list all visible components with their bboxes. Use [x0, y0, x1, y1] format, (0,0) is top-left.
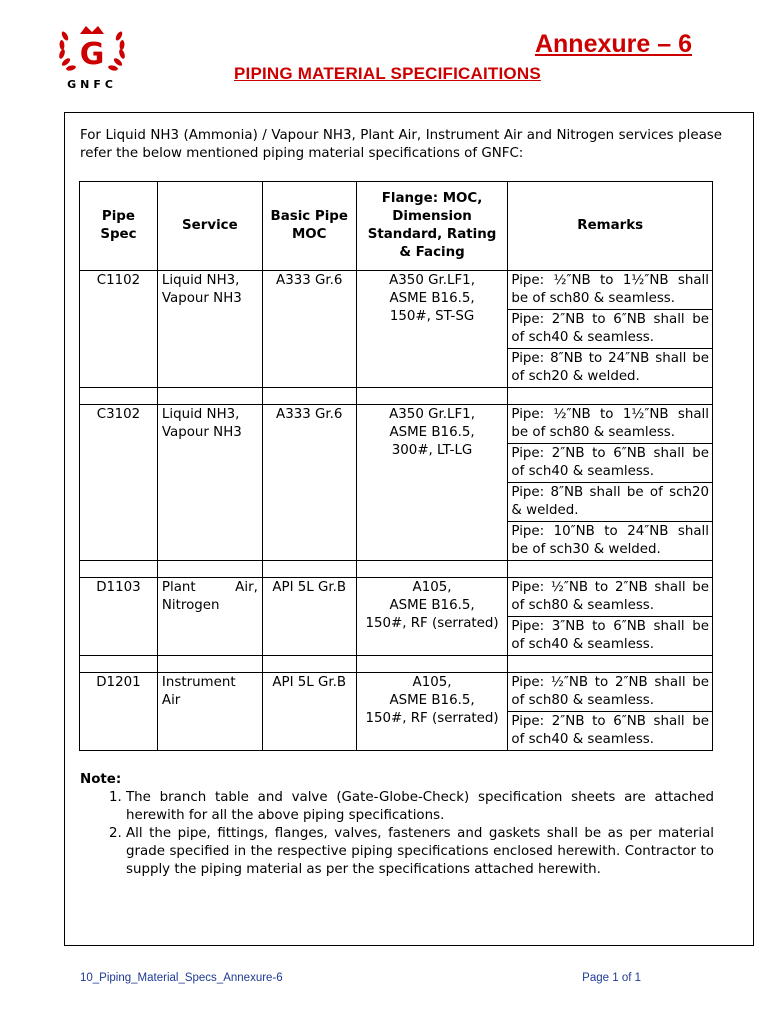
cell-flange: A105, ASME B16.5, 150#, RF (serrated): [356, 673, 508, 751]
cell-service: Plant Air, Nitrogen: [157, 578, 262, 656]
table-row: [80, 673, 713, 751]
cell-moc: API 5L Gr.B: [262, 578, 356, 656]
table-row: [80, 578, 713, 656]
footer-filename: 10_Piping_Material_Specs_Annexure-6: [80, 972, 283, 984]
intro-paragraph: For Liquid NH3 (Ammonia) / Vapour NH3, Plant Air, Instrument Air and Nitrogen services please refer the below mentioned piping material specifications of GNFC:: [80, 128, 722, 161]
header-basic-pipe-moc: Basic Pipe MOC: [262, 182, 356, 271]
remark-line: Pipe: 3″NB to 6″NB shall be of sch40 & seamless.: [511, 619, 709, 652]
remark-line: Pipe: 2″NB to 6″NB shall be of sch40 & seamless.: [508, 310, 712, 349]
cell-flange: A350 Gr.LF1, ASME B16.5, 150#, ST-SG: [356, 271, 508, 388]
header-flange: Flange: MOC, Dimension Standard, Rating & Facing: [356, 182, 508, 271]
cell-service: Liquid NH3, Vapour NH3: [157, 271, 262, 388]
remark-line: Pipe: ½″NB to 1½″NB shall be of sch80 & seamless.: [508, 405, 712, 444]
remark-line: Pipe: 8″NB shall be of sch20 & welded.: [508, 483, 712, 522]
svg-text:G: G: [79, 37, 105, 72]
cell-remarks: [508, 405, 713, 561]
note-item: 2. All the pipe, fittings, flanges, valves, fasteners and gaskets shall be as per material grade specified in the respective piping specifications enclosed herewith. Contractor to supply the piping material as per the specifications attached herewith.: [126, 825, 714, 879]
cell-spec: D1103: [80, 578, 158, 656]
footer-page-number: Page 1 of 1: [582, 972, 641, 984]
remark-line: Pipe: 10″NB to 24″NB shall be of sch30 & welded.: [511, 524, 709, 557]
header-remarks: Remarks: [508, 182, 713, 271]
cell-flange: A105, ASME B16.5, 150#, RF (serrated): [356, 578, 508, 656]
note-item: 1. The branch table and valve (Gate-Globe-Check) specification sheets are attached herewith for all the above piping specifications.: [126, 789, 714, 825]
cell-spec: C3102: [80, 405, 158, 561]
cell-remarks: [508, 271, 713, 388]
header-pipe-spec: Pipe Spec: [80, 182, 158, 271]
header-service: Service: [157, 182, 262, 271]
notes-title: Note:: [80, 772, 122, 787]
gnfc-emblem-icon: [52, 22, 132, 78]
cell-moc: A333 Gr.6: [262, 405, 356, 561]
remark-line: Pipe: ½″NB to 2″NB shall be of sch80 & seamless.: [508, 673, 712, 712]
cell-moc: A333 Gr.6: [262, 271, 356, 388]
cell-service: Instrument Air: [157, 673, 262, 751]
remark-line: Pipe: 2″NB to 6″NB shall be of sch40 & seamless.: [511, 714, 709, 747]
cell-spec: D1201: [80, 673, 158, 751]
remark-line: Pipe: 8″NB to 24″NB shall be of sch20 & welded.: [511, 351, 709, 384]
logo-text: GNFC: [67, 78, 117, 91]
remark-line: Pipe: ½″NB to 1½″NB shall be of sch80 & seamless.: [508, 271, 712, 310]
cell-moc: API 5L Gr.B: [262, 673, 356, 751]
table-spacer-row: [80, 656, 713, 673]
table-row: [80, 271, 713, 388]
remark-line: Pipe: ½″NB to 2″NB shall be of sch80 & seamless.: [508, 578, 712, 617]
cell-remarks: [508, 673, 713, 751]
spec-table: [79, 181, 713, 751]
cell-spec: C1102: [80, 271, 158, 388]
table-row: [80, 405, 713, 561]
table-spacer-row: [80, 388, 713, 405]
cell-remarks: [508, 578, 713, 656]
gnfc-logo: [52, 22, 132, 94]
table-header-row: [80, 182, 713, 271]
remark-line: Pipe: 2″NB to 6″NB shall be of sch40 & seamless.: [508, 444, 712, 483]
cell-flange: A350 Gr.LF1, ASME B16.5, 300#, LT-LG: [356, 405, 508, 561]
cell-service: Liquid NH3, Vapour NH3: [157, 405, 262, 561]
notes-section: [80, 771, 714, 879]
annexure-heading: Annexure – 6: [534, 30, 692, 58]
table-spacer-row: [80, 561, 713, 578]
page-title: PIPING MATERIAL SPECIFICAITIONS: [234, 64, 541, 83]
notes-list: [80, 789, 714, 879]
